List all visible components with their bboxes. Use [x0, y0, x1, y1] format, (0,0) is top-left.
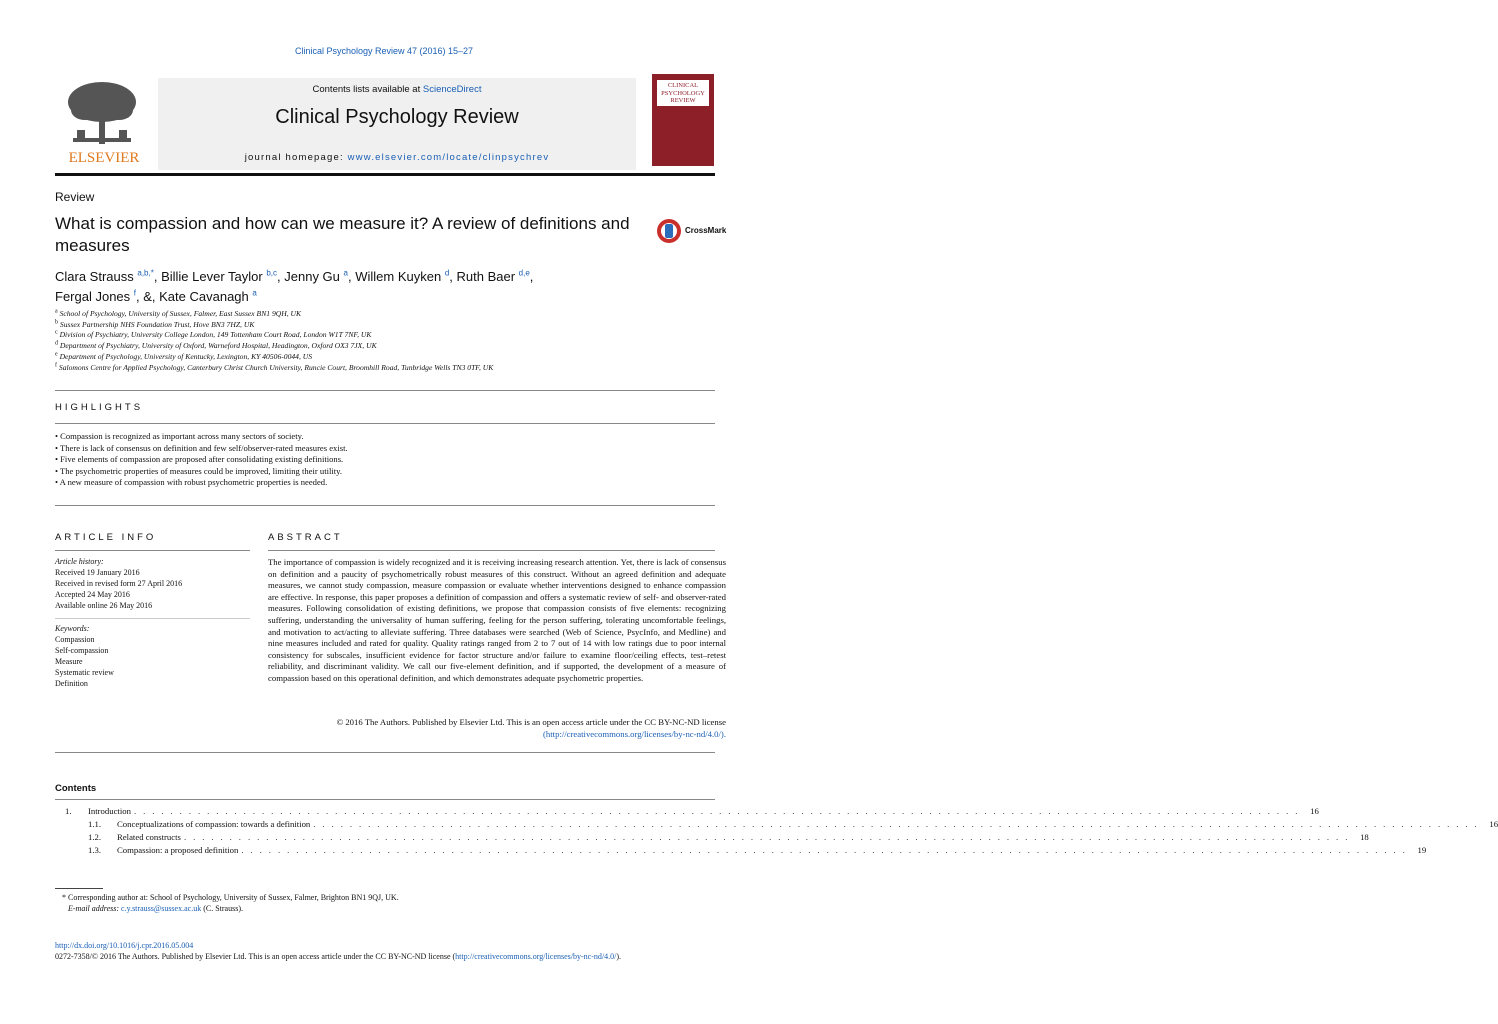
issn-prefix: 0272-7358/© 2016 The Authors. Published by Elsevier Ltd. This is an open access article under the CC BY-NC-ND license ( [55, 952, 456, 961]
homepage-link[interactable]: www.elsevier.com/locate/clinpsychrev [347, 152, 550, 163]
table-of-contents [55, 806, 1498, 858]
highlight-item: • Five elements of compassion are proposed after consolidating existing definitions. [55, 454, 344, 465]
keyword: Self-compassion [55, 646, 109, 655]
cover-line: PSYCHOLOGY [661, 89, 705, 97]
highlights-heading: HIGHLIGHTS [55, 402, 144, 413]
issn-license-link[interactable]: http://creativecommons.org/licenses/by-nc-nd/4.0/ [455, 952, 617, 961]
toc-entry[interactable] [55, 819, 1498, 832]
crossmark-icon [656, 218, 682, 244]
masthead-rule [55, 173, 715, 176]
toc-leader: . . . . . . . . . . . . . . . . . . . . . . . . . . . . . . . . . . . . . . . . . . . . . . . . . . . . . . . . . . . . . . . . . . . . . . . . . . . . . . . . . . . . . . . . . . . . . . . . . . . . . . . . . . . . . . . . . . . . . . . . . . . . . . . . [241, 845, 1408, 855]
toc-page: 19 [1417, 845, 1427, 855]
author[interactable]: Fergal Jones $^f$ [55, 288, 137, 304]
email-suffix: (C. Strauss). [203, 904, 243, 913]
corresponding-author-footnote [62, 892, 702, 914]
history-label: Article history: [55, 557, 104, 566]
corresponding-author-text: Corresponding author at: School of Psychology, University of Sussex, Falmer, Brighton BN1 9QJ, UK. [68, 893, 399, 902]
toc-leader: . . . . . . . . . . . . . . . . . . . . . . . . . . . . . . . . . . . . . . . . . . . . . . . . . . . . . . . . . . . . . . . . . . . . . . . . . . . . . . . . . . . . . . . . . . . . . . . . . . . . . . . . . . . . . . . . . . . . . . . . . . . . . . . . [183, 832, 1350, 842]
history-item: Available online 26 May 2016 [55, 601, 153, 610]
article-history [55, 556, 250, 611]
sciencedirect-link[interactable]: ScienceDirect [422, 84, 482, 95]
journal-citation-link[interactable]: Clinical Psychology Review 47 (2016) 15–27 [294, 46, 474, 56]
history-item: Received 19 January 2016 [55, 568, 140, 577]
section-divider [55, 799, 715, 800]
elsevier-logo [55, 78, 153, 166]
toc-number: 1.2. [88, 832, 102, 842]
toc-leader: . . . . . . . . . . . . . . . . . . . . . . . . . . . . . . . . . . . . . . . . . . . . . . . . . . . . . . . . . . . . . . . . . . . . . . . . . . . . . . . . . . . . . . . . . . . . . . . . . . . . . . . . . . . . . . . . . . . . . . . . . . . . . . . . [313, 819, 1480, 829]
affiliation: $^f$ Salomons Centre for Applied Psychology, Canterbury Christ Church University, Runcie Court, Broomhill Road, Tunbridge Wells TN3 0TF, UK [55, 361, 494, 372]
email-label: E-mail address: [68, 904, 120, 913]
affiliation: $^e$ Department of Psychology, University of Kentucky, Lexington, KY 40506-0044, US [55, 351, 313, 361]
homepage-prefix: journal homepage: [244, 152, 348, 163]
highlight-item: • The psychometric properties of measures could be improved, limiting their utility. [55, 465, 343, 476]
keyword: Measure [55, 657, 83, 666]
toc-label: Conceptualizations of compassion: towards a definition [117, 819, 311, 829]
abstract-heading: ABSTRACT [268, 532, 343, 543]
toc-label: Introduction [88, 806, 131, 816]
author[interactable]: Willem Kuyken $^d$ [355, 268, 450, 284]
license-link[interactable]: (http://creativecommons.org/licenses/by-nc-nd/4.0/). [543, 728, 726, 739]
keyword: Compassion [55, 635, 95, 644]
history-item: Accepted 24 May 2016 [55, 590, 130, 599]
keywords-label: Keywords: [55, 624, 90, 633]
toc-number: 1.1. [88, 819, 102, 829]
toc-page: 16 [1489, 819, 1498, 829]
abstract-text: The importance of compassion is widely recognized and it is receiving increasing research attention. Yet, there is lack of consensus on definition and a paucity of psychometrically robust measures of this construct. Without an agreed definition and adequate measures, we cannot study compassion, measure compassion or evaluate whether interventions designed to enhance compassion are effective. In response, this paper proposes a definition of compassion and offers a systematic review of self- and observer-rated measures. Following consolidation of existing definitions, we propose that compassion consists of five elements: recognizing suffering, understanding the universality of human suffering, feeling for the person suffering, tolerating uncomfortable feelings, and motivation to act/acting to alleviate suffering. Three databases were searched (Web of Science, PsycInfo, and Medline) and nine measures included and rated for quality. Quality ratings ranged from 2 to 7 out of 14 with low ratings due to poor internal consistency for subscales, insufficient evidence for factor structure and/or failure to examine floor/ceiling effects, test–retest reliability, and discriminant validity. We call our five-element definition, and if supported, the development of a measure of compassion based on this operational definition, and which demonstrates adequate psychometric properties. [268, 557, 726, 683]
journal-title: Clinical Psychology Review [275, 106, 519, 128]
toc-entry[interactable] [55, 806, 1319, 819]
section-divider [268, 550, 715, 551]
affiliation: $^c$ Division of Psychiatry, University College London, 149 Tottenham Court Road, London W1T 7NF, UK [55, 329, 372, 340]
toc-number: 1. [65, 806, 72, 816]
section-divider [55, 390, 715, 391]
contents-available-line [158, 84, 636, 95]
issn-license-line [55, 952, 735, 961]
crossmark-label: CrossMark [685, 226, 727, 235]
highlight-item: • A new measure of compassion with robust psychometric properties is needed. [55, 477, 328, 488]
cover-line: CLINICAL [667, 82, 699, 89]
abstract-copyright [268, 717, 726, 740]
toc-number: 1.3. [88, 845, 102, 855]
affiliation: $^a$ School of Psychology, University of Sussex, Falmer, East Sussex BN1 9QH, UK [55, 308, 302, 318]
section-divider [55, 550, 250, 551]
author[interactable]: Kate Cavanagh $^a$ [159, 288, 257, 304]
toc-leader: . . . . . . . . . . . . . . . . . . . . . . . . . . . . . . . . . . . . . . . . . . . . . . . . . . . . . . . . . . . . . . . . . . . . . . . . . . . . . . . . . . . . . . . . . . . . . . . . . . . . . . . . . . . . . . . . . . . . . . . . . . . . . . . . [133, 806, 1300, 816]
contents-prefix: Contents lists available at [312, 84, 423, 95]
journal-homepage-line [158, 152, 636, 163]
author-list: Clara Strauss $^{a,b,*}$, Billie Lever Taylor $^{b,c}$, Jenny Gu $^a$, Willem Kuyken $^d$, Ruth Baer $^{d,e}$, Fergal Jones $^f$, &, Kate Cavanagh $^a$ [55, 268, 534, 304]
section-divider [55, 505, 715, 506]
journal-cover-thumbnail [652, 74, 714, 166]
footnote-marker: * [62, 893, 66, 902]
section-divider [55, 423, 715, 424]
section-divider [55, 752, 715, 753]
highlight-item: • There is lack of consensus on definition and few self/observer-rated measures exist. [55, 442, 348, 453]
affiliation: $^b$ Sussex Partnership NHS Foundation Trust, Hove BN3 7HZ, UK [55, 319, 255, 329]
contents-heading: Contents [55, 783, 97, 794]
article-title: What is compassion and how can we measure it? A review of definitions and measures [55, 214, 630, 255]
author[interactable]: Clara Strauss $^{a,b,*}$ [55, 268, 154, 284]
crossmark-button[interactable] [656, 218, 736, 244]
author[interactable]: Jenny Gu $^a$ [284, 268, 348, 284]
toc-page: 18 [1360, 832, 1369, 842]
highlight-item: • Compassion is recognized as important across many sectors of society. [55, 431, 304, 441]
section-divider [55, 618, 250, 619]
history-item: Received in revised form 27 April 2016 [55, 579, 183, 588]
article-type: Review [55, 190, 95, 204]
affiliation-list [55, 309, 715, 373]
highlights-list [55, 431, 715, 489]
issn-suffix: ). [616, 952, 621, 961]
toc-page: 16 [1310, 806, 1319, 816]
author[interactable]: Ruth Baer $^{d,e}$ [456, 268, 530, 284]
keyword: Systematic review [55, 668, 114, 677]
author[interactable]: Billie Lever Taylor $^{b,c}$ [161, 268, 278, 284]
toc-label: Related constructs [117, 832, 181, 842]
toc-label: Compassion: a proposed definition [117, 845, 239, 855]
elsevier-wordmark: ELSEVIER [68, 150, 140, 166]
email-link[interactable]: c.y.strauss@sussex.ac.uk [121, 904, 202, 913]
cover-line: REVIEW [670, 97, 696, 104]
keyword: Definition [55, 679, 88, 688]
article-info-heading: ARTICLE INFO [55, 532, 157, 543]
toc-entry[interactable] [55, 832, 1369, 845]
doi-link[interactable]: http://dx.doi.org/10.1016/j.cpr.2016.05.004 [55, 941, 194, 950]
footnote-rule [55, 888, 103, 889]
affiliation: $^d$ Department of Psychiatry, University of Oxford, Warneford Hospital, Headington, Oxford OX3 7JX, UK [55, 340, 377, 351]
copyright-text: © 2016 The Authors. Published by Elsevier Ltd. This is an open access article under the CC BY-NC-ND license [336, 717, 726, 727]
keywords [55, 623, 250, 689]
toc-entry[interactable] [55, 845, 1427, 858]
